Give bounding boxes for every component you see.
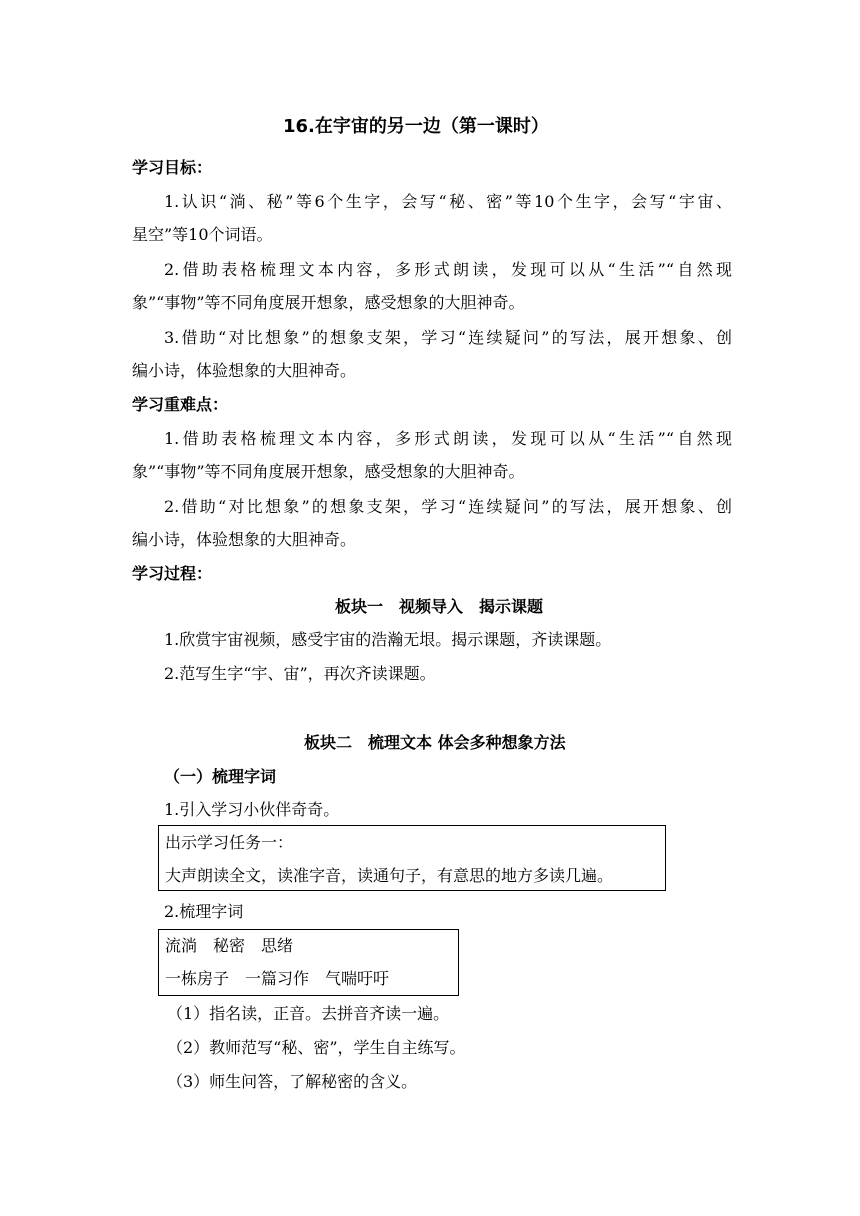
objective-3-line-1: 3.借助“对比想象”的想象支架，学习“连续疑问”的写法，展开想象、创: [164, 328, 732, 347]
key-points-heading: 学习重难点：: [132, 395, 229, 414]
block-2-heading: 板块二 梳理文本 体会多种想象方法: [304, 733, 566, 752]
block-2-subheading: （一）梳理字词: [164, 767, 277, 786]
key-point-1-line-2: 象”“事物”等不同角度展开想象，感受想象的大胆神奇。: [132, 462, 525, 481]
step-2: （2）教师范写“秘、密”，学生自主练写。: [167, 1038, 466, 1057]
key-point-1-line-1: 1.借助表格梳理文本内容，多形式朗读，发现可以从“生活”“自然现: [164, 429, 732, 448]
block-2-item-2: 2.梳理字词: [164, 902, 244, 921]
key-point-2-line-2: 编小诗，体验想象的大胆神奇。: [132, 530, 357, 549]
block-1-item-1: 1.欣赏宇宙视频，感受宇宙的浩瀚无垠。揭示课题，齐读课题。: [164, 630, 612, 649]
task-box-line-2: 大声朗读全文，读准字音，读通句子，有意思的地方多读几遍。: [165, 866, 614, 885]
process-heading: 学习过程：: [132, 564, 213, 583]
objective-3-line-2: 编小诗，体验想象的大胆神奇。: [132, 361, 357, 380]
word-box-line-2: 一栋房子 一篇习作 气喘吁吁: [165, 969, 390, 988]
word-box-line-1: 流淌 秘密 思绪: [165, 936, 294, 955]
block-1-heading: 板块一 视频导入 揭示课题: [335, 597, 544, 616]
objective-1-line-1: 1.认识“淌、秘”等6个生字，会写“秘、密”等10个生字，会写“宇宙、: [164, 192, 732, 211]
objective-2-line-1: 2.借助表格梳理文本内容，多形式朗读，发现可以从“生活”“自然现: [164, 260, 732, 279]
key-point-2-line-1: 2.借助“对比想象”的想象支架，学习“连续疑问”的写法，展开想象、创: [164, 497, 732, 516]
objective-1-line-2: 星空”等10个词语。: [132, 225, 273, 244]
step-1: （1）指名读，正音。去拼音齐读一遍。: [167, 1004, 450, 1023]
block-2-item-1: 1.引入学习小伙伴奇奇。: [164, 800, 340, 819]
objectives-heading: 学习目标：: [132, 158, 213, 177]
task-box-line-1: 出示学习任务一：: [165, 833, 294, 852]
block-1-item-2: 2.范写生字“宇、宙”，再次齐读课题。: [164, 664, 436, 683]
page-title: 16.在宇宙的另一边（第一课时）: [283, 116, 549, 137]
step-3: （3）师生问答，了解秘密的含义。: [167, 1072, 418, 1091]
objective-2-line-2: 象”“事物”等不同角度展开想象，感受想象的大胆神奇。: [132, 293, 525, 312]
